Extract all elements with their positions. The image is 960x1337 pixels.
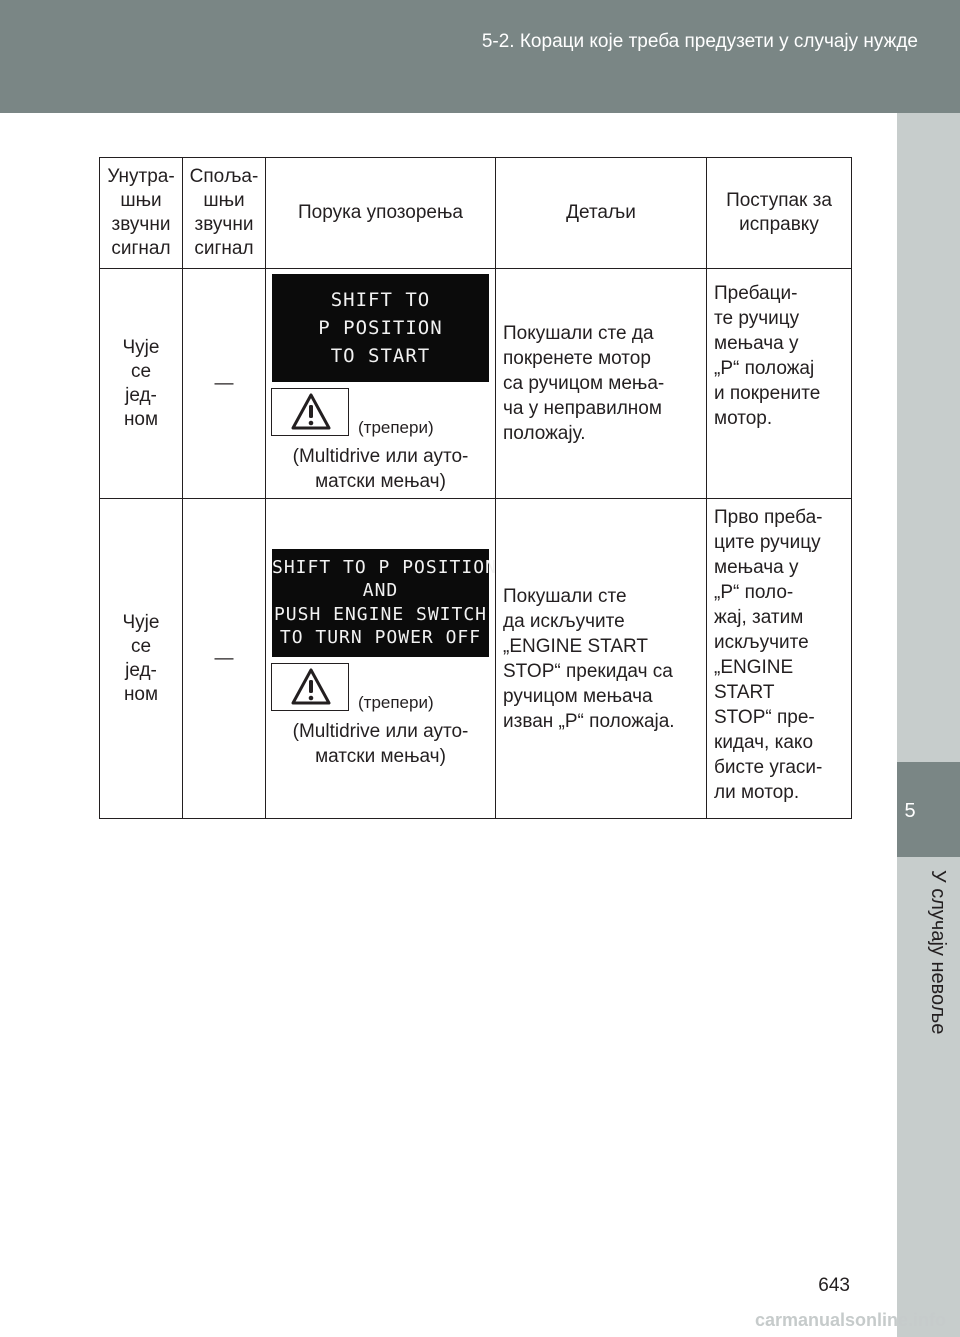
inner-buzzer-cell: Чује се јед- ном (100, 499, 183, 819)
display-message: SHIFT TO P POSITION TO START (272, 274, 489, 382)
warning-triangle-icon (271, 663, 349, 711)
transmission-note: (Multidrive или ауто- матски мењач) (292, 445, 469, 492)
header-bar (0, 0, 960, 113)
transmission-note: (Multidrive или ауто- матски мењач) (292, 720, 469, 767)
display-message: SHIFT TO P POSITION AND PUSH ENGINE SWITCH TO TURN POWER OFF (272, 549, 489, 657)
table-row (100, 499, 852, 819)
page-number: 643 (818, 1275, 850, 1296)
chapter-number: 5 (904, 800, 916, 822)
inner-buzzer-cell: Чује се јед- ном (100, 269, 183, 499)
details-cell: Покушали сте да покренете мотор са ручицом мења- ча у неправилном положају. (496, 269, 707, 499)
warning-triangle-icon (271, 388, 349, 436)
warning-table (99, 157, 852, 819)
side-tab-strip (897, 113, 960, 1337)
header-warning-message: Порука упозорења (266, 158, 496, 269)
table-row (100, 269, 852, 499)
details-cell: Покушали сте да искључите „ENGINE START STOP“ прекидач са ручицом мењача изван „P“ положаја. (496, 499, 707, 819)
header-outer-buzzer: Споља- шњи звучни сигнал (183, 158, 266, 269)
warning-message-cell (266, 269, 496, 499)
flashing-note: (трепери) (358, 692, 434, 712)
section-title: 5-2. Кораци које треба предузети у случају нужде (481, 31, 918, 52)
header-inner-buzzer: Унутра- шњи звучни сигнал (100, 158, 183, 269)
chapter-title: У случају невоље (927, 870, 949, 1035)
flashing-note: (трепери) (358, 417, 434, 437)
warning-message-cell (266, 499, 496, 819)
correction-cell: Пребаци- те ручицу мењача у „P“ положај и покрените мотор. (707, 269, 852, 499)
outer-buzzer-cell: — (183, 499, 266, 819)
header-details: Детаљи (496, 158, 707, 269)
watermark: carmanualsonline.info (754, 1310, 946, 1330)
table-header-row (100, 158, 852, 269)
header-correction: Поступак за исправку (707, 158, 852, 269)
outer-buzzer-cell: — (183, 269, 266, 499)
correction-cell: Прво преба- ците ручицу мењача у „P“ поло- жај, затим искључите „ENGINE START STOP“ пре- кидач, како бисте угаси- ли мотор. (707, 499, 852, 819)
